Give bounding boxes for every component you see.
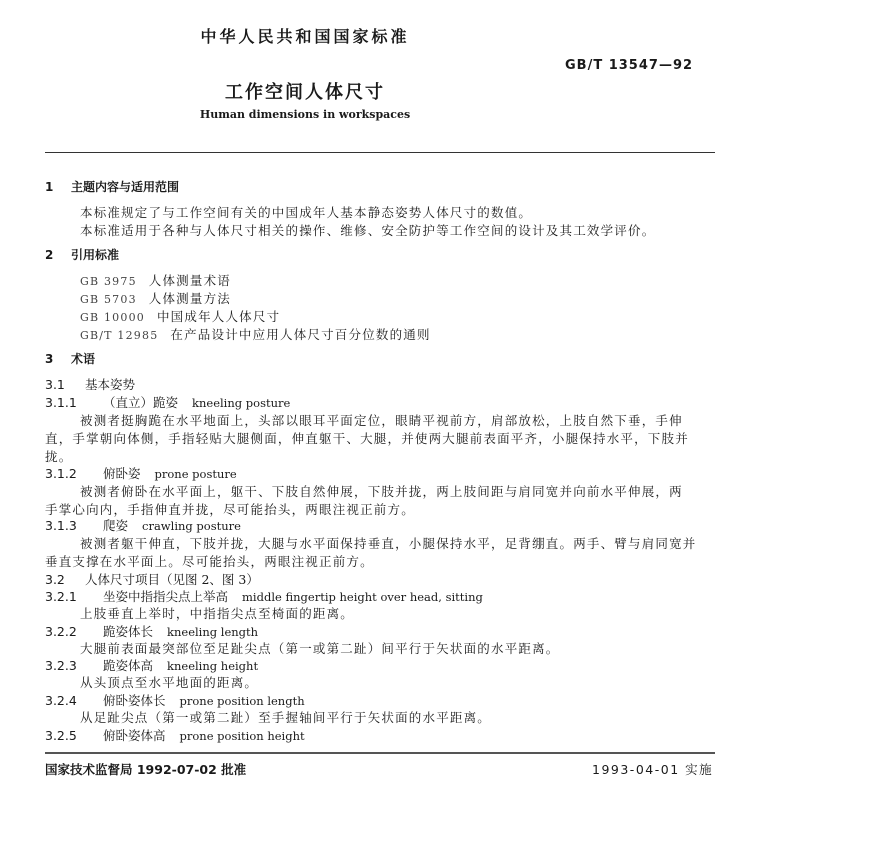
term-cn: （直立）跪姿 — [103, 395, 179, 410]
term-en: prone posture — [154, 467, 237, 481]
term-3-2-1 — [45, 587, 483, 605]
term-en: crawling posture — [142, 519, 241, 533]
reference-title: 中国成年人人体尺寸 — [156, 309, 281, 324]
term-3-2-4 — [45, 691, 305, 709]
reference-title: 在产品设计中应用人体尺寸百分位数的通则 — [170, 327, 431, 342]
section-title: 术语 — [71, 352, 96, 366]
section-number: 3.2.3 — [45, 658, 77, 673]
reference-item — [80, 271, 231, 289]
section-title: 主题内容与适用范围 — [71, 180, 180, 194]
term-cn: 跪姿体长 — [103, 624, 154, 639]
national-standard-heading: 中华人民共和国国家标准 — [200, 27, 410, 46]
paragraph: 本标准规定了与工作空间有关的中国成年人基本静态姿势人体尺寸的数值。 — [80, 205, 533, 220]
section-number: 1 — [45, 180, 54, 194]
term-cn: 坐姿中指指尖点上举高 — [103, 589, 229, 604]
term-en: kneeling height — [167, 659, 259, 673]
term-3-2-2 — [45, 622, 258, 640]
reference-title: 人体测量术语 — [148, 273, 231, 288]
term-cn: 俯卧姿体高 — [103, 728, 166, 743]
term-3-2-5 — [45, 726, 305, 744]
term-en: middle fingertip height over head, sitting — [242, 590, 483, 604]
section-number: 3.2.5 — [45, 728, 77, 743]
paragraph-line: 手掌心向内，手指伸直并拢，尽可能抬头，两眼注视正前方。 — [45, 502, 415, 517]
section-number: 3.1.1 — [45, 395, 77, 410]
term-cn: 跪姿体高 — [103, 658, 154, 673]
term-cn: 俯卧姿 — [103, 466, 141, 481]
paragraph: 本标准适用于各种与人体尺寸相关的操作、维修、安全防护等工作空间的设计及其工效学评价。 — [80, 223, 656, 238]
section-number: 3.1 — [45, 377, 65, 392]
section-number: 3 — [45, 352, 54, 366]
effective-date: 1993-04-01 实施 — [592, 762, 714, 777]
term-en: prone position length — [179, 694, 305, 708]
paragraph-line: 直，手掌朝向体侧，手指轻贴大腿侧面，伸直躯干、大腿，并使两大腿前表面平齐，小腿保持水平，下肢并 — [45, 431, 689, 446]
definition: 从头顶点至水平地面的距离。 — [80, 675, 259, 690]
paragraph-line: 被测者俯卧在水平面上，躯干、下肢自然伸展，下肢并拢，两上肢间距与肩同宽并向前水平伸展，两 — [80, 484, 683, 499]
term-cn: 爬姿 — [103, 518, 129, 533]
section-3-heading — [45, 350, 95, 367]
term-en: prone position height — [179, 729, 305, 743]
definition: 大腿前表面最突部位至足趾尖点（第一或第二趾）间平行于矢状面的水平距离。 — [80, 641, 560, 656]
definition: 从足趾尖点（第一或第二趾）至手握轴间平行于矢状面的水平距离。 — [80, 710, 492, 725]
paragraph-line: 拢。 — [45, 449, 73, 464]
reference-item — [80, 325, 431, 343]
reference-title: 人体测量方法 — [148, 291, 231, 306]
paragraph-line: 被测者躯干伸直，下肢并拢，大腿与水平面保持垂直，小腿保持水平，足背绷直。两手、臂与肩同宽并 — [80, 536, 697, 551]
document-title-english: Human dimensions in workspaces — [199, 108, 411, 121]
section-title: 基本姿势 — [85, 377, 136, 392]
reference-item — [80, 289, 231, 307]
term-3-1-2 — [45, 464, 237, 482]
term-cn: 俯卧姿体长 — [103, 693, 166, 708]
subsection-3-1 — [45, 375, 135, 393]
section-number: 3.2.1 — [45, 589, 77, 604]
section-title: 人体尺寸项目（见图 2、图 3） — [85, 572, 259, 587]
section-2-heading — [45, 246, 119, 263]
document-title: 工作空间人体尺寸 — [225, 82, 385, 103]
paragraph-line: 垂直支撑在水平面上。尽可能抬头，两眼注视正前方。 — [45, 554, 374, 569]
term-en: kneeling posture — [192, 396, 291, 410]
section-number: 3.1.2 — [45, 466, 77, 481]
paragraph-line: 被测者挺胸跪在水平地面上，头部以眼耳平面定位，眼睛平视前方，肩部放松，上肢自然下垂，手伸 — [80, 413, 683, 428]
term-3-1-1 — [45, 393, 290, 411]
section-number: 3.2.4 — [45, 693, 77, 708]
section-number: 3.1.3 — [45, 518, 77, 533]
section-1-heading — [45, 178, 179, 195]
header-divider — [45, 152, 715, 153]
term-en: kneeling length — [167, 625, 259, 639]
reference-code: GB 10000 — [80, 311, 145, 324]
reference-code: GB/T 12985 — [80, 329, 159, 342]
term-3-2-3 — [45, 656, 258, 674]
section-number: 2 — [45, 248, 54, 262]
subsection-3-2 — [45, 570, 259, 588]
section-number: 3.2.2 — [45, 624, 77, 639]
approval-date: 国家技术监督局 1992-07-02 批准 — [45, 762, 247, 777]
footer-divider — [45, 752, 715, 754]
reference-code: GB 5703 — [80, 293, 137, 306]
section-number: 3.2 — [45, 572, 65, 587]
section-title: 引用标准 — [71, 248, 120, 262]
definition: 上肢垂直上举时，中指指尖点至椅面的距离。 — [80, 606, 355, 621]
standard-code: GB/T 13547—92 — [565, 58, 694, 73]
reference-code: GB 3975 — [80, 275, 137, 288]
reference-item — [80, 307, 280, 325]
term-3-1-3 — [45, 516, 241, 534]
